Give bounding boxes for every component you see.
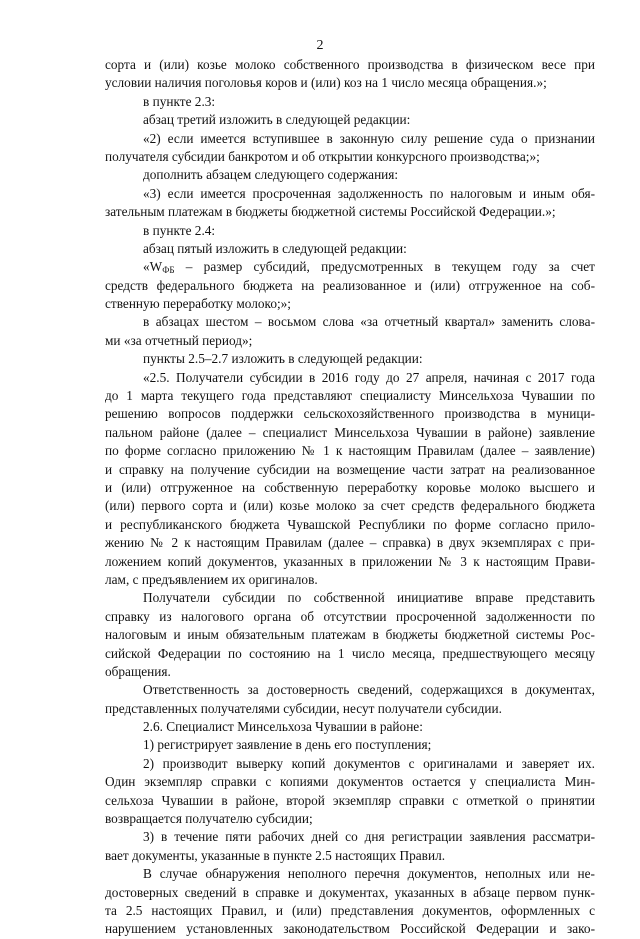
text-line: получателя субсидии банкротом и об открытии конкурсного производства;»;: [105, 148, 540, 164]
text-line: лам, с предъявлением их оригиналов.: [105, 571, 318, 587]
document-body: [105, 56, 595, 939]
text-line: абзац третий изложить в следующей редакции:: [143, 112, 411, 128]
text-line: достоверных сведений в справке и документах, указанных в абзаце первом пунк-: [105, 884, 595, 900]
text-line: сийской Федерации по состоянию на 1 число месяца, предшествующего месяцу: [105, 645, 595, 661]
text-line: «2.5. Получатели субсидии в 2016 году до 27 апреля, начиная с 2017 года: [143, 369, 595, 385]
text-line: сельхоза Чувашии в районе, второй экземпляр справки с отметкой о принятии: [105, 792, 595, 808]
text-line: «2) если имеется вступившее в законную силу решение суда о признании: [143, 130, 595, 146]
text-line: средств федерального бюджета на реализованное и (или) отгруженное на соб-: [105, 277, 595, 293]
text-line: 2.6. Специалист Минсельхоза Чувашии в районе:: [143, 719, 423, 735]
text-line: нарушением установленных законодательством Российской Федерации и зако-: [105, 921, 595, 937]
text-line: абзац пятый изложить в следующей редакции:: [143, 240, 407, 256]
text-line: по форме согласно приложению № 1 к настоящим Правилам (далее – заявление): [105, 443, 595, 459]
text-line: В случае обнаружения неполного перечня документов, неполных или не-: [143, 866, 595, 882]
text-line: 2) производит выверку копий документов с оригиналами и заверяет их.: [143, 755, 595, 771]
text-line: и республиканского бюджета Чувашской Республики по форме согласно прило-: [105, 516, 595, 532]
text-line: в абзацах шестом – восьмом слова «за отчетный квартал» заменить слова-: [143, 314, 595, 330]
text-line: обращения.: [105, 663, 171, 679]
text-line: сорта и (или) козье молоко собственного производства в физическом весе при: [105, 57, 595, 72]
text-line: ственную переработку молоко;»;: [105, 296, 292, 312]
text-line: возвращается получателю субсидии;: [105, 811, 313, 827]
text-line: справку из налогового органа об отсутствии просроченной задолженности по: [105, 608, 595, 624]
text-line: ложением копий документов, указанных в приложении № 3 к настоящим Прави-: [105, 553, 595, 569]
text-line: жению № 2 к настоящим Правилам (далее – справка) в двух экземплярах с при-: [105, 535, 595, 551]
text-line: в пункте 2.4:: [143, 222, 216, 238]
text-line: та 2.5 настоящих Правил, и (или) представления документов, оформленных с: [105, 902, 595, 918]
text-line: в пункте 2.3:: [143, 93, 216, 109]
text-line: (или) первого сорта и (или) козье молоко за счет средств федерального бюджета: [105, 498, 595, 514]
text-line: ми «за отчетный период»;: [105, 332, 253, 348]
text-line: до 1 марта текущего года представляют специалисту Минсельхоза Чувашии по: [105, 388, 595, 404]
text-line: вает документы, указанные в пункте 2.5 настоящих Правил.: [105, 847, 446, 863]
text-line: Ответственность за достоверность сведений, содержащихся в документах,: [143, 682, 595, 698]
text-line: 3) в течение пяти рабочих дней со дня регистрации заявления рассматри-: [143, 829, 595, 845]
text-line: пальном районе (далее – специалист Минсельхоза Чувашии в районе) заявление: [105, 424, 595, 440]
text-line: «3) если имеется просроченная задолженность по налоговым и иным обя-: [143, 185, 595, 201]
text-line: 1) регистрирует заявление в день его поступления;: [143, 737, 432, 753]
text-line: «$W_{ФБ}$ – размер субсидий, предусмотренных в текущем году за счет: [143, 259, 595, 276]
text-line: зательным платежам в бюджеты бюджетной системы Российской Федерации.»;: [105, 204, 556, 220]
text-line: и (или) отгруженное на собственную переработку коровье молоко высшего и: [105, 479, 595, 495]
text-line: налоговым и иным обязательным платежам в бюджеты бюджетной системы Рос-: [105, 627, 595, 643]
text-line: решению вопросов поддержки сельскохозяйственного производства в муници-: [105, 406, 595, 422]
text-line: Один экземпляр справки с копиями документов остается у специалиста Мин-: [105, 774, 595, 790]
page-number: 2: [316, 38, 324, 53]
text-line: представленных получателями субсидии, несут получатели субсидии.: [105, 700, 502, 716]
text-line: условии наличия поголовья коров и (или) коз на 1 число месяца обращения.»;: [105, 75, 547, 91]
text-line: и справку на получение субсидии на возмещение части затрат на реализованное: [105, 461, 595, 477]
text-line: пункты 2.5–2.7 изложить в следующей редакции:: [143, 351, 423, 367]
text-line: Получатели субсидии по собственной инициативе вправе представить: [143, 590, 595, 606]
text-line: дополнить абзацем следующего содержания:: [143, 167, 399, 183]
